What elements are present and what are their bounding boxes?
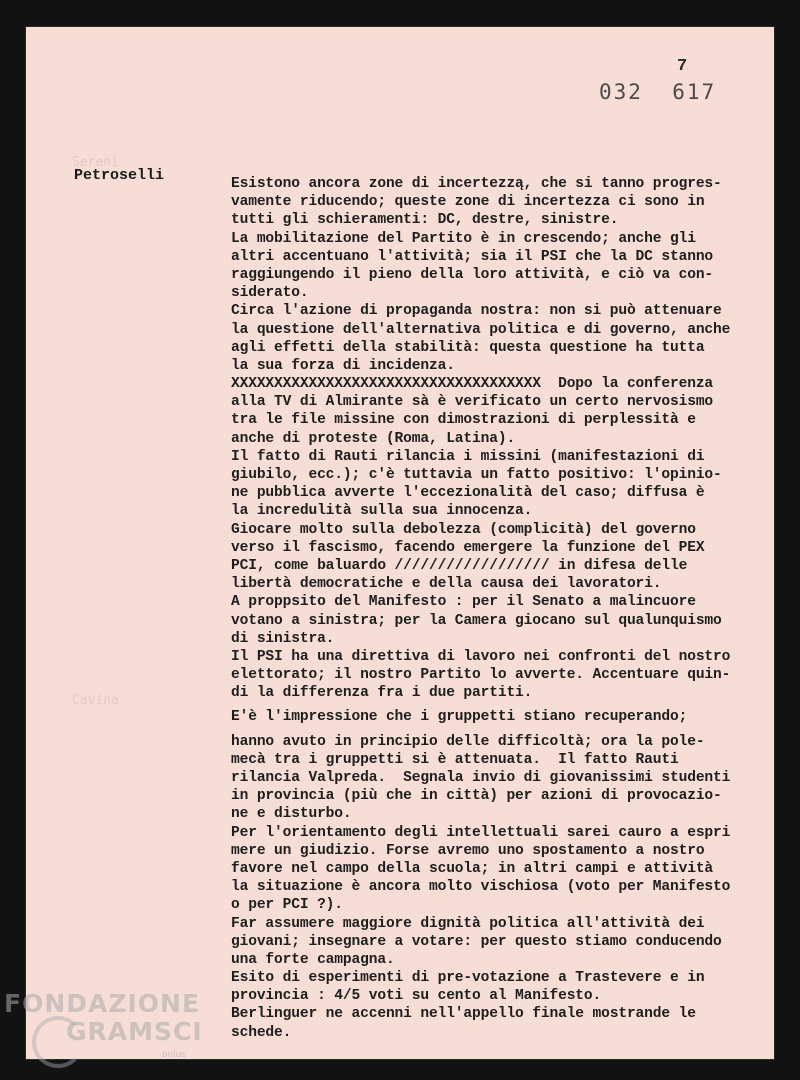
text-line: giubilo, ecc.); c'è tuttavia un fatto positivo: l'opinio- xyxy=(231,467,722,483)
text-line: la incredulità sulla sua innocenza. xyxy=(231,503,533,520)
text-line: Per l'orientamento degli intellettuali sarei cauro a espri xyxy=(231,824,731,841)
document-page xyxy=(26,27,774,1059)
typewritten-body xyxy=(231,175,771,1042)
text-line: E'è l'impressione che i gruppetti stiano recuperando; xyxy=(231,709,688,726)
text-line: siderato. xyxy=(231,285,309,302)
text-line: in provincia (più che in città) per azioni di provocazio- xyxy=(231,788,722,805)
speaker-name: Petroselli xyxy=(74,167,165,184)
text-line: rilancia Valpreda. Segnala invio di giovanissimi studenti xyxy=(231,770,731,786)
text-line: Il fatto di Rauti rilancia i missini (manifestazioni di xyxy=(231,448,705,465)
text-line: tra le file missine con dimostrazioni di perplessità e xyxy=(231,412,696,429)
watermark-subtitle: onlus xyxy=(162,1050,187,1060)
text-line: la questione dell'alternativa politica e di governo, anche xyxy=(231,321,731,338)
text-line: ne pubblica avverte l'eccezionalità del caso; diffusa è xyxy=(231,485,705,502)
text-line: la sua forza di incidenza. xyxy=(231,357,455,374)
text-line: di la differenza fra i due partiti. xyxy=(231,685,533,702)
text-line: una forte campagna. xyxy=(231,951,395,968)
text-line: Esistono ancora zone di incertezzą, che si tanno progres- xyxy=(231,176,722,192)
watermark-line-1: FONDAZIONE xyxy=(4,989,201,1018)
text-line: verso il fascismo, facendo emergere la funzione del PEX xyxy=(231,539,705,556)
watermark-logo xyxy=(4,990,203,1046)
text-line: altri accentuano l'attività; sia il PSI che la DC stanno xyxy=(231,248,714,265)
text-line: XXXXXXXXXXXXXXXXXXXXXXXXXXXXXXXXXXXX Dopo la conferenza xyxy=(231,376,714,393)
archive-stamp-number: 032 617 xyxy=(599,80,717,104)
text-line: A proppsito del Manifesto : per il Senato a malincuore xyxy=(231,594,696,611)
text-line: Far assumere maggiore dignità politica all'attività dei xyxy=(231,915,705,932)
text-line: votano a sinistra; per la Camera giocano sul qualunquismo xyxy=(231,612,722,629)
text-line: Giocare molto sulla debolezza (complicità) del governo xyxy=(231,521,696,538)
text-line: di sinistra. xyxy=(231,630,335,647)
text-line: La mobilitazione del Partito è in crescendo; anche gli xyxy=(231,230,696,247)
bleed-through-name-middle: Cavina xyxy=(72,693,119,708)
page-number: 7 xyxy=(677,57,688,76)
text-line: elettorato; il nostro Partito lo avverte. Accentuare quin- xyxy=(231,667,731,684)
text-line: schede. xyxy=(231,1024,292,1041)
text-line: Circa l'azione di propaganda nostra: non si può attenuare xyxy=(231,303,722,320)
text-line: ne e disturbo. xyxy=(231,806,352,823)
text-line: alla TV di Almirante sà è verificato un certo nervosismo xyxy=(231,394,714,411)
watermark-line-2: GRAMSCI xyxy=(66,1017,203,1046)
text-line: mere un giudizio. Forse avremo uno spostamento a nostro xyxy=(231,842,705,859)
text-line: hanno avuto in principio delle difficoltà; ora la pole- xyxy=(231,733,705,750)
text-line: la situazione è ancora molto vischiosa (voto per Manifesto xyxy=(231,879,731,896)
text-line: o per PCI ?). xyxy=(231,897,343,914)
text-line: Berlinguer ne accenni nell'appello finale mostrande le xyxy=(231,1006,696,1023)
text-line: mecà tra i gruppetti si è attenuata. Il fatto Rauti xyxy=(231,751,679,768)
text-line: Esito di esperimenti di pre-votazione a Trastevere e in xyxy=(231,970,705,987)
text-line: vamente riducendo; queste zone di incertezza ci sono in xyxy=(231,194,705,211)
text-line: giovani; insegnare a votare: per questo stiamo conducendo xyxy=(231,933,722,950)
text-line: tutti gli schieramenti: DC, destre, sinistre. xyxy=(231,212,619,229)
text-line: favore nel campo della scuola; in altri campi e attività xyxy=(231,860,714,877)
text-line: anche di proteste (Roma, Latina). xyxy=(231,430,516,447)
bleed-through-name-top: Sereni xyxy=(72,155,119,170)
text-line: provincia : 4/5 voti su cento al Manifesto. xyxy=(231,988,602,1005)
text-line: raggiungendo il pieno della loro attività, e ciò va con- xyxy=(231,266,714,283)
text-line: agli effetti della stabilità: questa questione ha tutta xyxy=(231,339,705,356)
text-line: Il PSI ha una direttiva di lavoro nei confronti del nostro xyxy=(231,648,731,665)
text-line: libertà democratiche e della causa dei lavoratori. xyxy=(231,576,662,593)
text-line: PCI, come baluardo ////////////////// in difesa delle xyxy=(231,557,688,574)
